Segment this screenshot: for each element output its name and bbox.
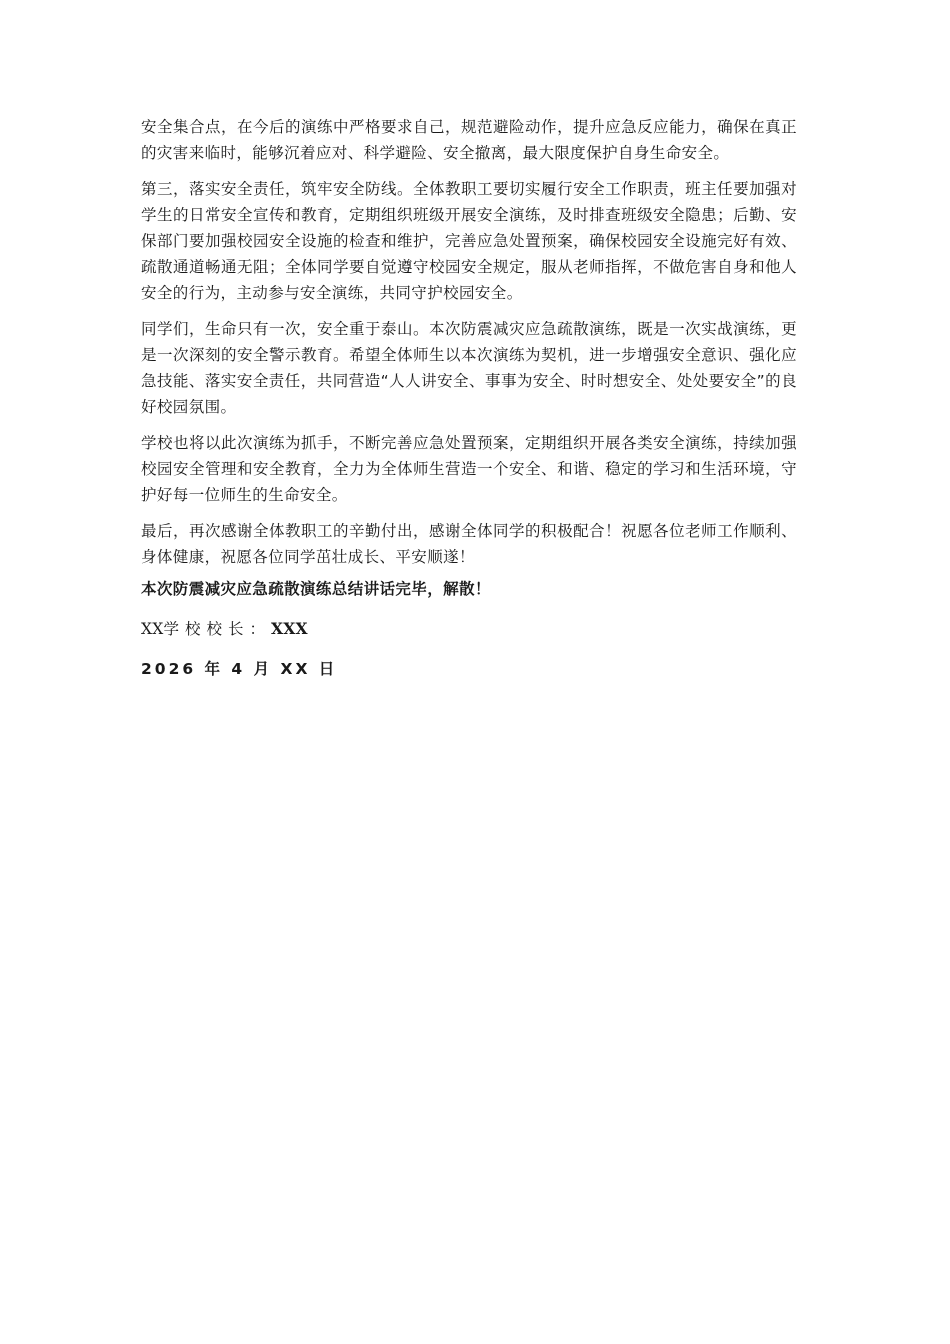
signature-line (141, 616, 797, 642)
signature-name: XXX (271, 619, 308, 638)
paragraph-3: 同学们，生命只有一次，安全重于泰山。本次防震减灾应急疏散演练，既是一次实战演练，更是一次深刻的安全警示教育。希望全体师生以本次演练为契机，进一步增强安全意识、强化应急技能、落实安全责任，共同营造“人人讲安全、事事为安全、时时想安全、处处要安全”的良好校园氛围。 (141, 320, 797, 416)
paragraph-2: 第三，落实安全责任，筑牢安全防线。全体教职工要切实履行安全工作职责，班主任要加强对学生的日常安全宣传和教育，定期组织班级开展安全演练，及时排查班级安全隐患；后勤、安保部门要加强校园安全设施的检查和维护，完善应急处置预案，确保校园安全设施完好有效、疏散通道畅通无阻；全体同学要自觉遵守校园安全规定，服从老师指挥，不做危害自身和他人安全的行为，主动参与安全演练，共同守护校园安全。 (141, 180, 797, 302)
document-date: 2026 年 4 月 XX 日 (141, 660, 338, 678)
signature-prefix: XX (141, 620, 164, 638)
closing-statement: 本次防震减灾应急疏散演练总结讲话完毕，解散！ (141, 580, 491, 598)
document-body (141, 114, 797, 682)
paragraph-5: 最后，再次感谢全体教职工的辛勤付出，感谢全体同学的积极配合！祝愿各位老师工作顺利、身体健康，祝愿各位同学茁壮成长、平安顺遂！ (141, 522, 797, 566)
signature-title: 学校校长： (163, 620, 271, 638)
paragraph-1: 安全集合点，在今后的演练中严格要求自己，规范避险动作，提升应急反应能力，确保在真正的灾害来临时，能够沉着应对、科学避险、安全撤离，最大限度保护自身生命安全。 (141, 118, 797, 162)
paragraph-4: 学校也将以此次演练为抓手，不断完善应急处置预案，定期组织开展各类安全演练，持续加强校园安全管理和安全教育，全力为全体师生营造一个安全、和谐、稳定的学习和生活环境，守护好每一位师生的生命安全。 (141, 434, 797, 504)
